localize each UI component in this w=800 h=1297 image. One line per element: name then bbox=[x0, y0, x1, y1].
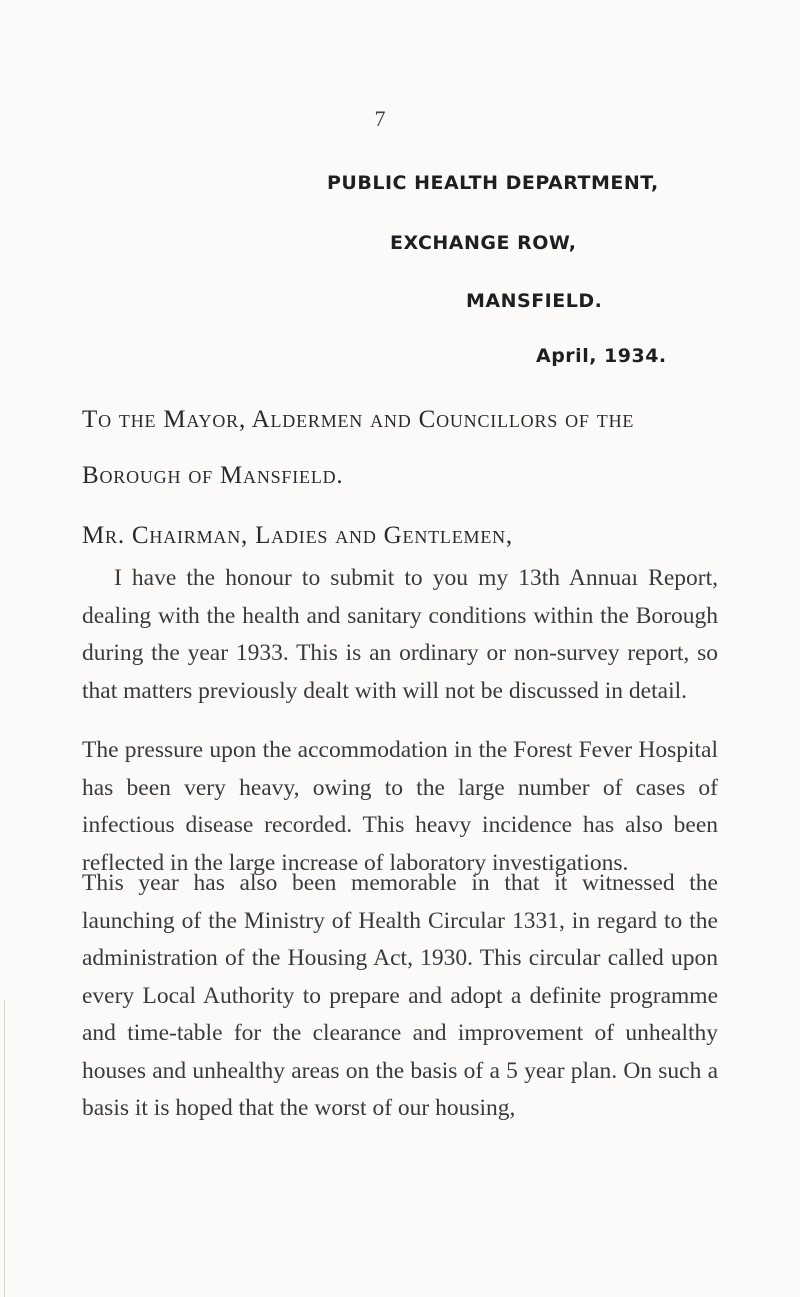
paragraph-1 bbox=[82, 560, 718, 710]
recipient-line-2: Borough of Mansfield. bbox=[82, 462, 344, 489]
salutation: Mr. Chairman, Ladies and Gentlemen, bbox=[82, 522, 513, 549]
letter-date: April, 1934. bbox=[536, 345, 667, 367]
paragraph-1-text: I have the honour to submit to you my 13th Annuaı Report, dealing with the health and sanitary conditions within the Borough during the year 1933. This is an ordinary or non-survey report, so that matters previously dealt with will not be discussed in detail. bbox=[82, 565, 718, 704]
paragraph-3-text: This year has also been memorable in that it witnessed the launching of the Ministry of Health Circular 1331, in regard to the administration of the Housing Act, 1930. This circular called upon every Local Authority to prepare and adopt a definite programme and time-table for the clearance and improvement of unhealthy houses and unhealthy areas on the basis of a 5 year plan. On such a basis it is hoped that the worst of our housing, bbox=[82, 870, 718, 1121]
street-address: EXCHANGE ROW, bbox=[390, 232, 577, 254]
scan-edge-line bbox=[4, 1000, 5, 1297]
paragraph-2 bbox=[82, 732, 718, 882]
department-name: PUBLIC HEALTH DEPARTMENT, bbox=[327, 172, 659, 194]
paragraph-3 bbox=[82, 865, 718, 1128]
town-name: MANSFIELD. bbox=[466, 290, 603, 312]
recipient-line-1: To the Mayor, Aldermen and Councillors of the bbox=[82, 406, 635, 433]
page-number: 7 bbox=[374, 106, 386, 131]
paragraph-2-text: The pressure upon the accommodation in the Forest Fever Hospital has been very heavy, owing to the large number of cases of infectious disease recorded. This heavy incidence has also been reflected in the large increase of laboratory investigations. bbox=[82, 737, 718, 876]
